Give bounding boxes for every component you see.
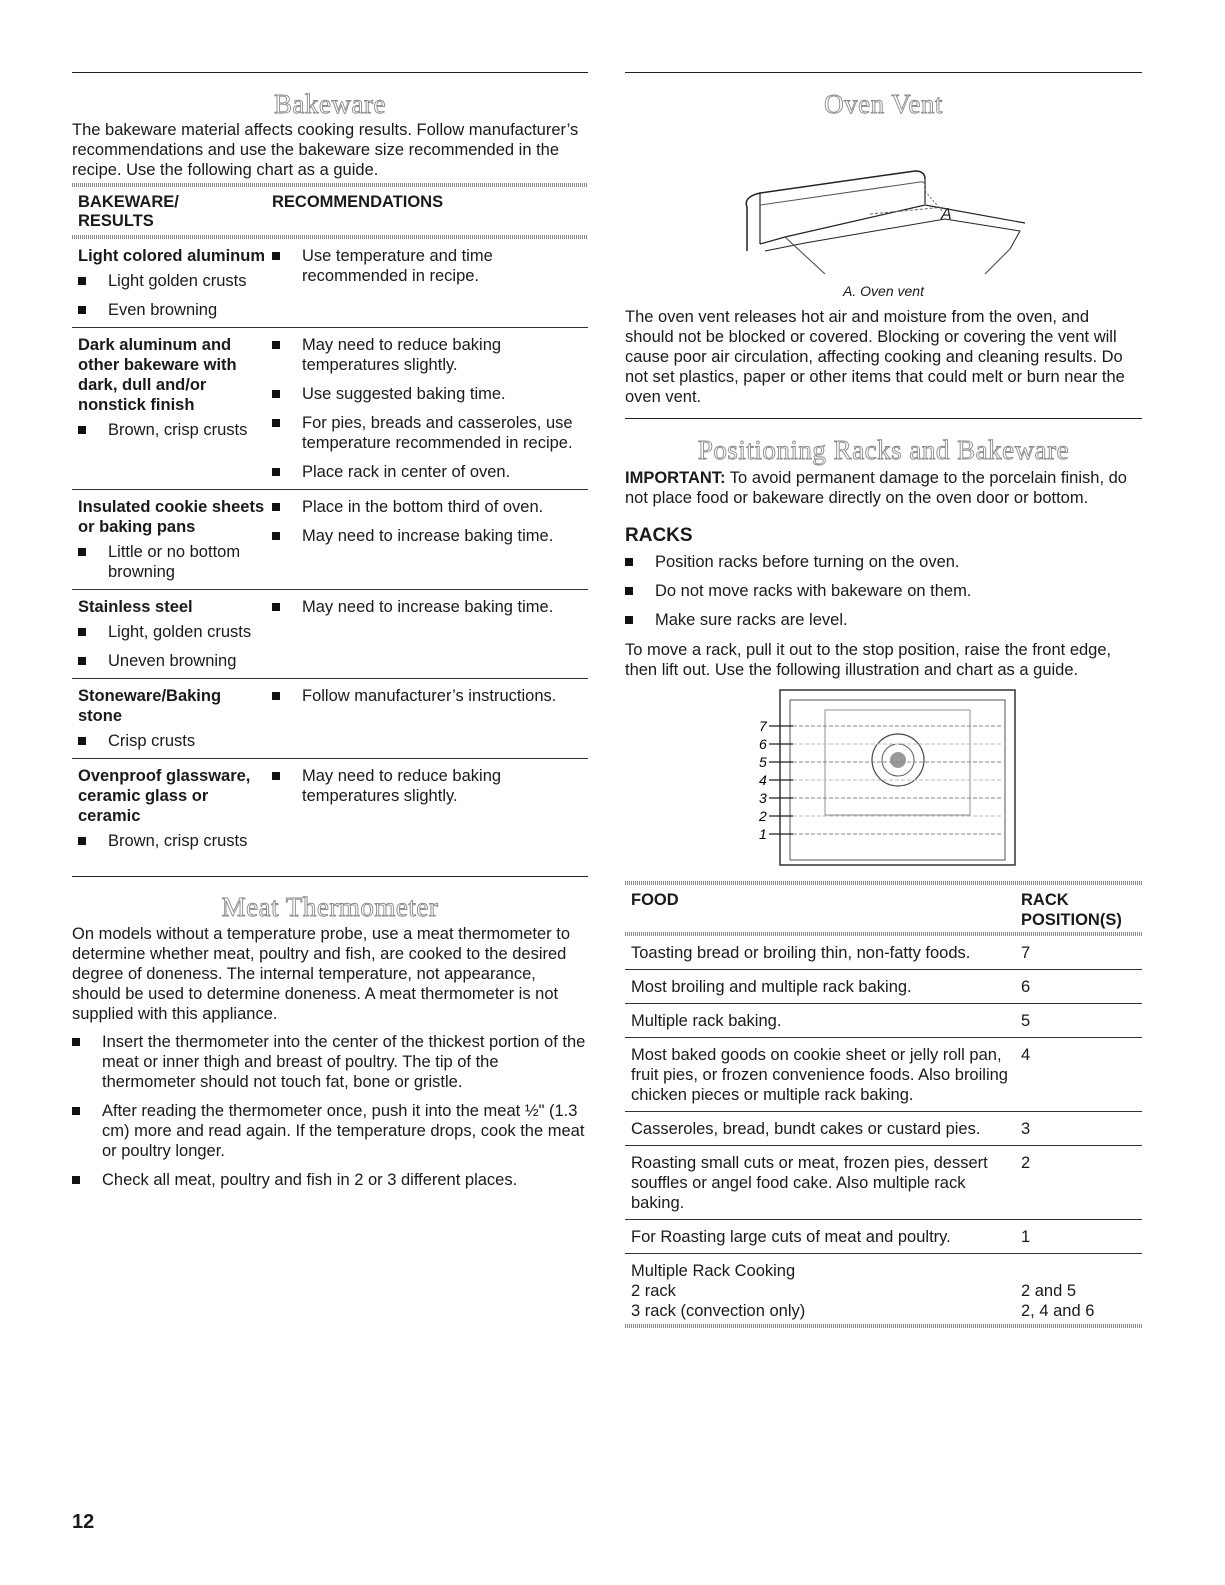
multi-rack-positions [1021,1261,1094,1321]
food-cell: Roasting small cuts or meat, frozen pies, dessert souffles or angel food cake. Also multiple rack baking. [631,1154,988,1212]
result-item: Crisp crusts [78,731,268,751]
multi-rack-pos-2: 2, 4 and 6 [1021,1302,1095,1320]
rack-level-label: 7 [759,718,767,734]
meat-bullet: After reading the thermometer once, push it into the meat ½" (1.3 cm) more and read again. If the temperature drops, cook the meat or poultry longer. [72,1101,588,1161]
food-table-header [625,885,1142,932]
multi-rack-line-1: 2 rack [631,1282,676,1300]
col-header-recommendations: RECOMMENDATIONS [272,193,444,211]
rack-position-cell: 1 [1021,1228,1031,1246]
food-cell: For Roasting large cuts of meat and poultry. [631,1228,951,1246]
recommendation-item: Follow manufacturer’s instructions. [272,686,588,706]
result-item: Light golden crusts [78,271,268,291]
recommendation-item: Use temperature and time recommended in recipe. [272,246,588,286]
food-row [625,1146,1142,1220]
rack-level-label: 4 [759,772,767,788]
bakeware-intro: The bakeware material affects cooking results. Follow manufacturer’s recommendations and use the bakeware size recommended in the recipe. Use the following chart as a guide. [72,121,579,179]
food-row [625,1112,1142,1146]
rack-position-cell: 6 [1021,978,1031,996]
col-header-rack-position: RACK POSITION(S) [1021,891,1122,929]
meat-intro: On models without a temperature probe, use a meat thermometer to determine whether meat, poultry and fish, are cooked to the desired degree of doneness. The internal temperature, not appearance, should be used to determine doneness. A meat thermometer is not supplied with this appliance. [72,925,570,1023]
food-cell: Most broiling and multiple rack baking. [631,978,912,996]
multi-rack-line-2: 3 rack (convection only) [631,1302,806,1320]
bakeware-row [72,759,588,858]
rack-position-cell: 7 [1021,944,1031,962]
rack-position-cell: 2 [1021,1154,1031,1172]
col-header-food: FOOD [631,891,679,909]
oven-vent-illustration [625,119,1142,279]
food-row [625,1038,1142,1112]
result-item: Brown, crisp crusts [78,420,268,440]
col-header-bakeware: BAKEWARE/ RESULTS [78,193,179,230]
bakeware-row [72,490,588,590]
food-row [625,970,1142,1004]
bakeware-type-cell [78,246,272,322]
bakeware-type-cell [78,766,272,853]
multi-rack-row [625,1254,1142,1324]
left-column [72,72,588,1192]
rack-position-cell: 4 [1021,1046,1031,1064]
recommendation-item: May need to increase baking time. [272,597,588,617]
rack-level-label: 6 [759,736,767,752]
right-column [625,72,1142,1328]
racks-rule [625,418,1142,419]
food-cell: Casseroles, bread, bundt cakes or custard pies. [631,1120,981,1138]
bakeware-row [72,328,588,490]
vent-title: Oven Vent [824,89,943,119]
important-note [625,468,1142,508]
bakeware-title: Bakeware [274,89,386,119]
recommendation-cell [272,766,588,853]
bakeware-name: Light colored aluminum [78,247,266,265]
bakeware-table-body [72,239,588,858]
food-row [625,1004,1142,1038]
recommendation-item: Place in the bottom third of oven. [272,497,588,517]
food-table-body [625,936,1142,1254]
result-item: Uneven browning [78,651,268,671]
rack-level-label: 2 [759,808,767,824]
bakeware-type-cell [78,597,272,673]
racks-heading: RACKS [625,525,693,546]
rack-position-cell: 5 [1021,1012,1031,1030]
bakeware-name: Stoneware/Baking stone [78,687,222,725]
recommendation-item: Use suggested baking time. [272,384,588,404]
bakeware-row [72,590,588,679]
bakeware-row [72,679,588,759]
food-cell: Toasting bread or broiling thin, non-fatty foods. [631,944,971,962]
meat-bullet: Check all meat, poultry and fish in 2 or 3 different places. [72,1170,588,1190]
racks-bullet: Do not move racks with bakeware on them. [625,581,1142,601]
food-cell: Most baked goods on cookie sheet or jelly roll pan, fruit pies, or frozen convenience foods. Also broiling chicken pieces or multiple rack baking. [631,1046,1008,1104]
important-label: IMPORTANT: [625,469,726,487]
result-item: Brown, crisp crusts [78,831,268,851]
recommendation-cell [272,597,588,673]
recommendation-cell [272,497,588,584]
important-text: To avoid permanent damage to the porcelain finish, do not place food or bakeware directly on the oven door or bottom. [625,469,1127,507]
recommendation-cell [272,335,588,484]
bakeware-name: Insulated cookie sheets or baking pans [78,498,265,536]
bakeware-type-cell [78,335,272,484]
rack-position-cell: 3 [1021,1120,1031,1138]
bakeware-name: Dark aluminum and other bakeware with dark, dull and/or nonstick finish [78,336,237,414]
bakeware-table-header [72,187,588,235]
recommendation-item: Place rack in center of oven. [272,462,588,482]
bakeware-row [72,239,588,328]
multi-rack-food [631,1261,1021,1321]
multi-rack-pos-1: 2 and 5 [1021,1282,1077,1300]
bakeware-name: Ovenproof glassware, ceramic glass or ceramic [78,767,251,825]
result-item: Even browning [78,300,268,320]
multi-rack-title: Multiple Rack Cooking [631,1262,796,1280]
vent-caption: A. Oven vent [843,283,924,299]
move-rack-text: To move a rack, pull it out to the stop position, raise the front edge, then lift out. Use the following illustration and chart as a guide. [625,641,1112,679]
rack-levels [758,718,1003,842]
food-row [625,936,1142,970]
meat-bullets [72,1032,588,1190]
rack-level-label: 3 [759,790,767,806]
food-cell: Multiple rack baking. [631,1012,782,1030]
meat-title: Meat Thermometer [221,892,439,922]
recommendation-item: May need to reduce baking temperatures slightly. [272,766,588,806]
racks-bullet: Position racks before turning on the oven. [625,552,1142,572]
racks-title: Positioning Racks and Bakeware [697,435,1070,465]
page-number: 12 [72,1511,95,1533]
recommendation-cell [272,246,588,322]
bakeware-type-cell [78,497,272,584]
food-row [625,1220,1142,1254]
racks-bullets [625,552,1142,630]
food-hatch-bottom [625,1324,1142,1328]
recommendation-item: May need to increase baking time. [272,526,588,546]
bakeware-name: Stainless steel [78,598,193,616]
meat-rule [72,876,588,877]
rack-level-label: 1 [759,826,767,842]
bakeware-type-cell [78,686,272,753]
racks-bullet: Make sure racks are level. [625,610,1142,630]
rack-positions-illustration [625,686,1142,871]
result-item: Light, golden crusts [78,622,268,642]
result-item: Little or no bottom browning [78,542,268,582]
top-rule-right [625,72,1142,73]
top-rule [72,72,588,73]
vent-label-a: A [941,206,952,223]
recommendation-item: May need to reduce baking temperatures slightly. [272,335,588,375]
meat-bullet: Insert the thermometer into the center of the thickest portion of the meat or inner thigh and breast of poultry. The tip of the thermometer should not touch fat, bone or gristle. [72,1032,588,1092]
rack-level-label: 5 [759,754,767,770]
recommendation-cell [272,686,588,753]
recommendation-item: For pies, breads and casseroles, use temperature recommended in recipe. [272,413,588,453]
vent-text: The oven vent releases hot air and moisture from the oven, and should not be blocked or covered. Blocking or covering the vent will cause poor air circulation, affecting cooking and cleaning results. Do not set plastics, paper or other items that could melt or burn near the oven vent. [625,308,1125,406]
